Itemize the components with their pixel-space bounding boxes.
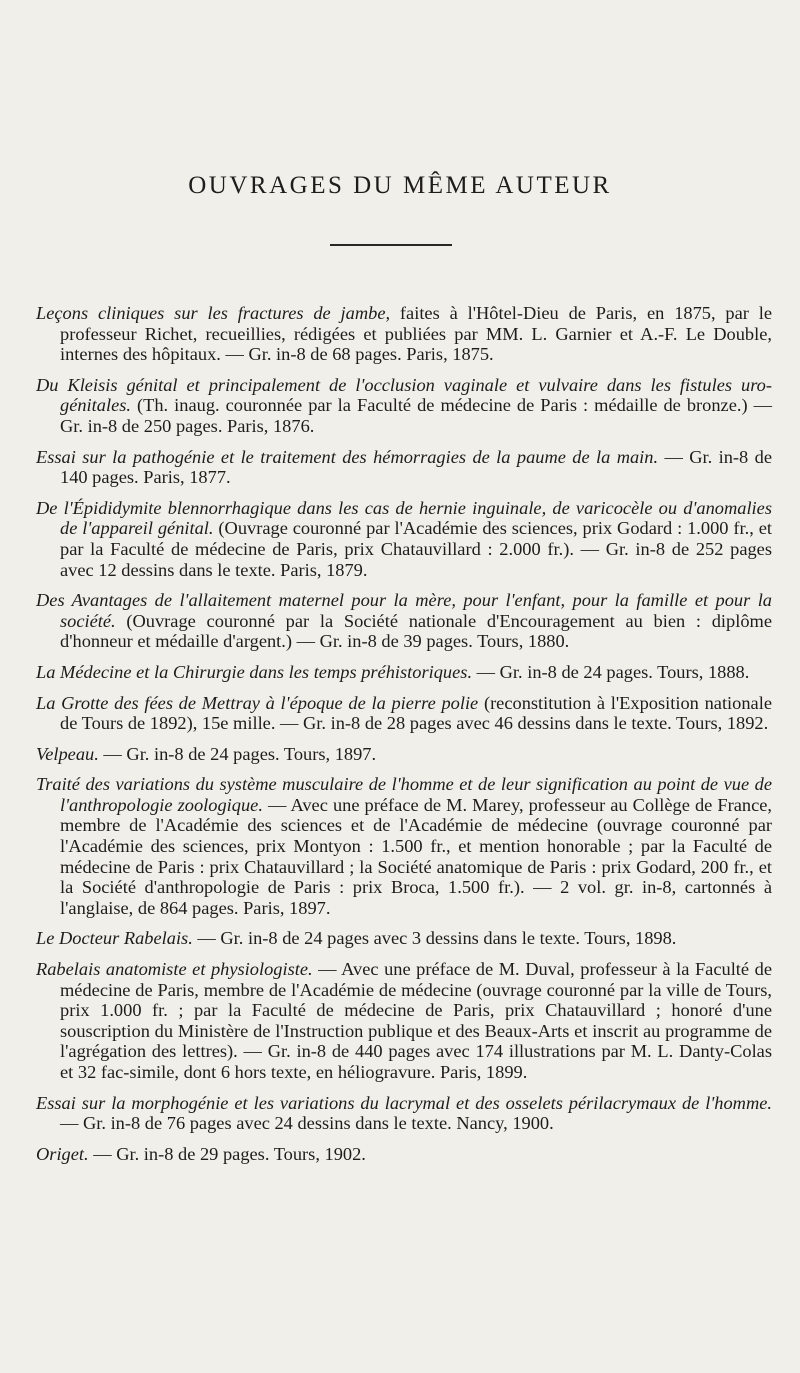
bibliography-entry xyxy=(36,375,772,437)
entry-details: — Gr. in-8 de 29 pages. Tours, 1902. xyxy=(88,1143,366,1164)
bibliography-entry xyxy=(36,662,772,683)
entry-title: La Médecine et la Chirurgie dans les temps préhistoriques. xyxy=(36,661,473,682)
entry-title: Le Docteur Rabelais. xyxy=(36,928,193,949)
entry-title: Des Avantages de l'allaitement maternel pour la mère, pour l'enfant, pour la famille et pour la société. xyxy=(36,590,772,631)
entry-details: — Gr. in-8 de 76 pages avec 24 dessins dans le texte. Nancy, 1900. xyxy=(60,1113,554,1134)
bibliography-entry xyxy=(36,590,772,652)
bibliography-entry xyxy=(36,744,772,765)
entry-details: — Gr. in-8 de 24 pages. Tours, 1888. xyxy=(472,661,750,682)
page-heading: OUVRAGES DU MÊME AUTEUR xyxy=(188,172,612,199)
entry-title: Essai sur la pathogénie et le traitement des hémorragies de la paume de la main. xyxy=(36,446,659,467)
entry-title: La Grotte des fées de Mettray à l'époque de la pierre polie xyxy=(36,692,479,713)
bibliography-entry xyxy=(36,1144,772,1165)
bibliography-entry xyxy=(36,928,772,949)
bibliography-entry xyxy=(36,303,772,365)
entry-details: — Avec une préface de M. Marey, professeur au Collège de France, membre de l'Académie des sciences et de l'Académie de médecine (ouvrage couronné par l'Académie des sciences, prix Montyon : 1.500 fr., et mention honorable ; par la Faculté de médecine de Paris : prix Chatauvillard ; la Société anatomique de Paris : prix Godard, 200 fr., et la Société d'anthropologie de Paris : prix Broca, 1.500 fr.). — 2 vol. gr. in-8, cartonnés à l'anglaise, de 864 pages. Paris, 1897. xyxy=(60,794,772,918)
bibliography-entry xyxy=(36,498,772,580)
bibliography-entry xyxy=(36,959,772,1083)
bibliography-entry xyxy=(36,1093,772,1134)
entry-title: Traité des variations du système musculaire de l'homme et de leur signification au point de vue de l'anthropologie zoologique. xyxy=(36,774,772,815)
entry-details: — Gr. in-8 de 140 pages. Paris, 1877. xyxy=(60,446,772,488)
entry-title: Velpeau. xyxy=(36,743,99,764)
entry-details: (Ouvrage couronné par l'Académie des sciences, prix Godard : 1.000 fr., et par la Faculté de médecine de Paris, prix Chatauvillard : 2.000 fr.). — Gr. in-8 de 252 pages avec 12 dessins dans le texte. Paris, 1879. xyxy=(60,518,772,580)
bibliography-entry xyxy=(36,774,772,918)
entry-title: Leçons cliniques sur les fractures de jambe, xyxy=(36,303,391,323)
heading-rule xyxy=(330,244,452,246)
entry-title: Essai sur la morphogénie et les variations du lacrymal et des osselets périlacrymaux de l'homme. xyxy=(36,1092,772,1113)
entry-details: faites à l'Hôtel-Dieu de Paris, en 1875, par le professeur Richet, recueillies, rédigées et publiées par MM. L. Garnier et A.-F. Le Double, internes des hôpitaux. — Gr. in-8 de 68 pages. Paris, 1875. xyxy=(60,303,772,365)
entry-details: — Avec une préface de M. Duval, professeur à la Faculté de médecine de Paris, membre de l'Académie de médecine (ouvrage couronné par la ville de Tours, prix 1.000 fr. ; par la Faculté de médecine de Paris, prix Chatauvillard ; honoré d'une souscription du Ministère de l'Instruction publique et des Beaux-Arts et inscrit au programme de l'agrégation des lettres). — Gr. in-8 de 440 pages avec 174 illustrations par M. L. Danty-Colas et 32 fac-simile, dont 6 hors texte, en héliogravure. Paris, 1899. xyxy=(60,959,772,1082)
bibliography-entry xyxy=(36,447,772,488)
entry-title: Du Kleisis génital et principalement de l'occlusion vaginale et vulvaire dans les fistules uro-génitales. xyxy=(36,374,772,416)
bibliography-list xyxy=(36,303,772,1174)
entry-details: — Gr. in-8 de 24 pages. Tours, 1897. xyxy=(98,743,377,764)
entry-details: — Gr. in-8 de 24 pages avec 3 dessins dans le texte. Tours, 1898. xyxy=(192,928,677,949)
entry-details: (Ouvrage couronné par la Société nationale d'Encouragement au bien : diplôme d'honneur et médaille d'argent.) — Gr. in-8 de 39 pages. Tours, 1880. xyxy=(60,610,772,652)
entry-details: (Th. inaug. couronnée par la Faculté de médecine de Paris : médaille de bronze.) — Gr. in-8 de 250 pages. Paris, 1876. xyxy=(60,395,772,436)
entry-details: (reconstitution à l'Exposition nationale de Tours de 1892), 15e mille. — Gr. in-8 de 28 pages avec 46 dessins dans le texte. Tours, 1892. xyxy=(60,692,772,734)
bibliography-entry xyxy=(36,693,772,734)
entry-title: De l'Épididymite blennorrhagique dans les cas de hernie inguinale, de varicocèle ou d'anomalies de l'appareil génital. xyxy=(36,497,772,539)
entry-title: Origet. xyxy=(36,1143,89,1164)
entry-title: Rabelais anatomiste et physiologiste. xyxy=(36,959,313,980)
